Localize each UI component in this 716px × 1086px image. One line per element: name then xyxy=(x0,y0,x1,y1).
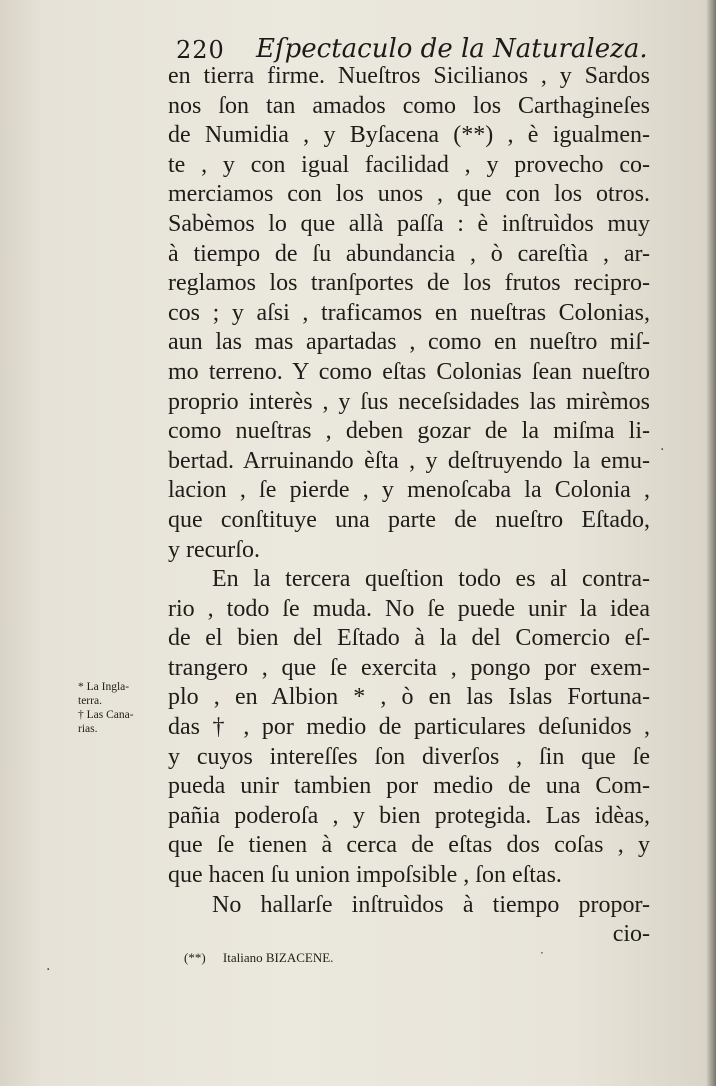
text-line: bertad. Arruinando èſta , y deſtruyendo la emu- xyxy=(168,447,650,474)
text-line: proprio interès , y ſus neceſsidades las mirèmos xyxy=(168,388,650,415)
footnote-mark: (**) xyxy=(184,950,206,965)
text-line: en tierra firme. Nueſtros Sicilianos , y Sardos xyxy=(168,63,650,89)
text-line: que hacen ſu union impoſsible , ſon eſtas. xyxy=(168,862,562,889)
ink-speck: · xyxy=(660,442,665,458)
margin-note: † Las Cana- xyxy=(78,709,134,721)
text-line: plo , en Albion * , ò en las Islas Fortuna- xyxy=(168,684,650,711)
page-number: 220 xyxy=(176,36,225,64)
text-line: pañia poderoſa , y bien protegida. Las idèas, xyxy=(168,802,650,829)
footnote-text: Italiano BIZACENE. xyxy=(222,950,334,965)
text-line: pueda unir tambien por medio de una Com- xyxy=(168,773,650,800)
text-line: reglamos los tranſportes de los frutos recipro- xyxy=(168,270,650,297)
catchword: cio- xyxy=(612,921,650,948)
ink-speck: · xyxy=(540,946,544,960)
text-line: rio , todo ſe muda. No ſe puede unir la idea xyxy=(168,595,650,622)
text-line: que conſtituye una parte de nueſtro Eſtado, xyxy=(168,506,650,533)
margin-note: rias. xyxy=(78,723,98,735)
text-line: trangero , que ſe exercita , pongo por exem- xyxy=(168,654,650,681)
text-line: que ſe tienen à cerca de eſtas dos coſas , y xyxy=(168,832,650,859)
footnote xyxy=(184,950,333,966)
text-line: merciamos con los unos , que con los otros. xyxy=(168,181,650,208)
text-line: y cuyos intereſſes ſon diverſos , ſin que ſe xyxy=(168,743,650,770)
text-line: lacion , ſe pierde , y menoſcaba la Colonia , xyxy=(168,477,650,504)
page-edge-shadow xyxy=(706,0,716,1086)
text-line: de el bien del Eſtado à la del Comercio eſ- xyxy=(168,625,650,652)
paragraph-start-line: No hallarſe inſtruìdos à tiempo propor- xyxy=(212,891,650,918)
paragraph-start-line: En la tercera queſtion todo es al contra- xyxy=(212,566,650,593)
text-line: cos ; y aſsi , traficamos en nueſtras Colonias, xyxy=(168,299,650,326)
text-line: nos ſon tan amados como los Carthagineſes xyxy=(168,92,650,119)
running-title: Eſpectaculo de la Naturaleza. xyxy=(256,34,648,64)
margin-note: terra. xyxy=(78,695,102,707)
text-line: das † , por medio de particulares deſunidos , xyxy=(168,714,650,741)
text-line: te , y con igual facilidad , y provecho co- xyxy=(168,151,650,178)
text-line: de Numidia , y Byſacena (**) , è igualmen- xyxy=(168,122,650,149)
body-text xyxy=(168,62,650,950)
text-line: Sabèmos lo que allà paſſa : è inſtruìdos muy xyxy=(168,210,650,237)
text-line: mo terreno. Y como eſtas Colonias ſean nueſtro xyxy=(168,358,650,385)
text-line: aun las mas apartadas , como en nueſtro miſ- xyxy=(168,329,650,356)
margin-note: * La Ingla- xyxy=(78,681,130,693)
text-line: como nueſtras , deben gozar de la miſma li- xyxy=(168,418,650,445)
margin-notes xyxy=(78,680,154,736)
text-line: à tiempo de ſu abundancia , ò careſtìa , ar- xyxy=(168,240,650,267)
text-line: y recurſo. xyxy=(168,536,260,563)
ink-speck: · xyxy=(46,962,51,978)
